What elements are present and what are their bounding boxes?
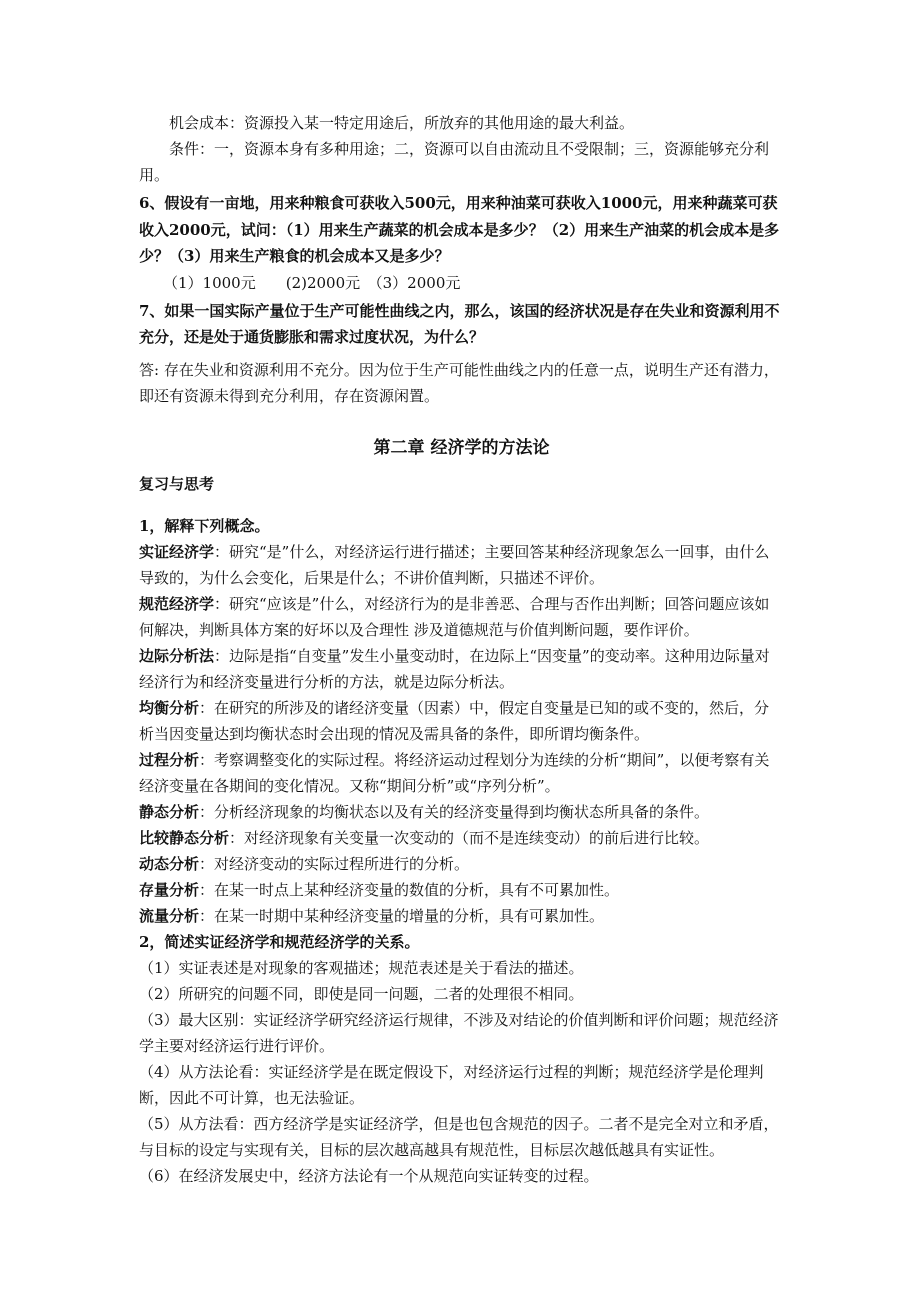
definition xyxy=(139,539,784,591)
list-item: （4）从方法论看：实证经济学是在既定假设下，对经济运行过程的判断；规范经济学是伦理判断，因此不可计算，也无法验证。 xyxy=(139,1062,764,1107)
definition-term: 静态分析 xyxy=(139,802,200,821)
list-item: （3）最大区别：实证经济学研究经济运行规律，不涉及对结论的价值判断和评价问题；规范经济学主要对经济运行进行评价。 xyxy=(139,1010,779,1055)
paragraph: 机会成本：资源投入某一特定用途后，所放弃的其他用途的最大利益。 xyxy=(169,114,635,132)
list-item: （6）在经济发展史中，经济方法论有一个从规范向实证转变的过程。 xyxy=(139,1166,599,1185)
definition xyxy=(139,643,784,695)
definition xyxy=(139,825,784,851)
definition-term: 实证经济学 xyxy=(139,542,215,561)
definition xyxy=(139,903,784,929)
definition xyxy=(139,851,784,877)
chapter-title: 第二章 经济学的方法论 xyxy=(373,437,550,458)
question-2-heading: 2，简述实证经济学和规范经济学的关系。 xyxy=(139,932,420,951)
definition-term: 均衡分析 xyxy=(139,698,200,717)
question-6: 6、假设有一亩地，用来种粮食可获收入500元，用来种油菜可获收入1000元，用来种蔬菜可获收入2000元，试问：（1）用来生产蔬菜的机会成本是多少？（2）用来生产油菜的机会成本是多少？（3）用来生产粮食的机会成本又是多少？ xyxy=(139,194,780,265)
definition-term: 动态分析 xyxy=(139,854,200,873)
definition-term: 规范经济学 xyxy=(139,594,215,613)
question-7: 7、如果一国实际产量位于生产可能性曲线之内，那么，该国的经济状况是存在失业和资源利用不充分，还是处于通货膨胀和需求过度状况，为什么？ xyxy=(139,301,780,346)
definition-term: 比较静态分析 xyxy=(139,828,230,847)
definition-text: ：研究“应该是”什么，对经济行为的是非善恶、合理与否作出判断；回答问题应该如何解决，判断具体方案的好坏以及合理性 涉及道德规范与价值判断问题，要作评价。 xyxy=(139,594,770,639)
question-1-heading: 1，解释下列概念。 xyxy=(139,516,270,535)
section-heading: 复习与思考 xyxy=(139,474,215,493)
definition-term: 存量分析 xyxy=(139,880,200,899)
definition-term: 流量分析 xyxy=(139,906,200,925)
list-item: （5）从方法看：西方经济学是实证经济学，但是也包含规范的因子。二者不是完全对立和矛盾，与目标的设定与实现有关，目标的层次越高越具有规范性，目标层次越低越具有实证性。 xyxy=(139,1114,779,1159)
definition-text: ：边际是指“自变量”发生小量变动时，在边际上“因变量”的变动率。这种用边际量对经济行为和经济变量进行分析的方法，就是边际分析法。 xyxy=(139,646,770,691)
page-content xyxy=(139,110,784,1189)
definition-text: ：在研究的所涉及的诸经济变量（因素）中，假定自变量是已知的或不变的，然后，分析当因变量达到均衡状态时会出现的情况及需具备的条件，即所谓均衡条件。 xyxy=(139,698,770,743)
answer-7: 答: 存在失业和资源利用不充分。因为位于生产可能性曲线之内的任意一点，说明生产还有潜力，即还有资源未得到充分利用，存在资源闲置。 xyxy=(139,360,779,405)
definition xyxy=(139,591,784,643)
definition xyxy=(139,877,784,903)
definition-text: ：考察调整变化的实际过程。将经济运动过程划分为连续的分析“期间”，以便考察有关经济变量在各期间的变化情况。又称“期间分析”或“序列分析”。 xyxy=(139,750,770,795)
definition-term: 边际分析法 xyxy=(139,646,215,665)
definition-term: 过程分析 xyxy=(139,750,200,769)
paragraph: 条件：一，资源本身有多种用途；二，资源可以自由流动且不受限制；三，资源能够充分利用。 xyxy=(139,140,770,184)
definition-text: ：在某一时期中某种经济变量的增量的分析，具有可累加性。 xyxy=(199,906,605,925)
definition-text: ：对经济变动的实际过程所进行的分析。 xyxy=(199,854,470,873)
definition-text: ：分析经济现象的均衡状态以及有关的经济变量得到均衡状态所具备的条件。 xyxy=(199,802,710,821)
answer-6: （1）1000元 (2)2000元 （3）2000元 xyxy=(163,273,461,292)
list-item: （2）所研究的问题不同，即使是同一问题，二者的处理很不相同。 xyxy=(139,984,584,1003)
definition xyxy=(139,695,784,747)
list-item: （1）实证表述是对现象的客观描述；规范表述是关于看法的描述。 xyxy=(139,958,584,977)
definition-text: ：在某一时点上某种经济变量的数值的分析，具有不可累加性。 xyxy=(199,880,620,899)
definition-text: ：对经济现象有关变量一次变动的（而不是连续变动）的前后进行比较。 xyxy=(229,828,710,847)
definition xyxy=(139,747,784,799)
definition-text: ：研究“是”什么，对经济运行进行描述；主要回答某种经济现象怎么一回事，由什么导致的，为什么会变化，后果是什么；不讲价值判断，只描述不评价。 xyxy=(139,542,770,587)
definition xyxy=(139,799,784,825)
